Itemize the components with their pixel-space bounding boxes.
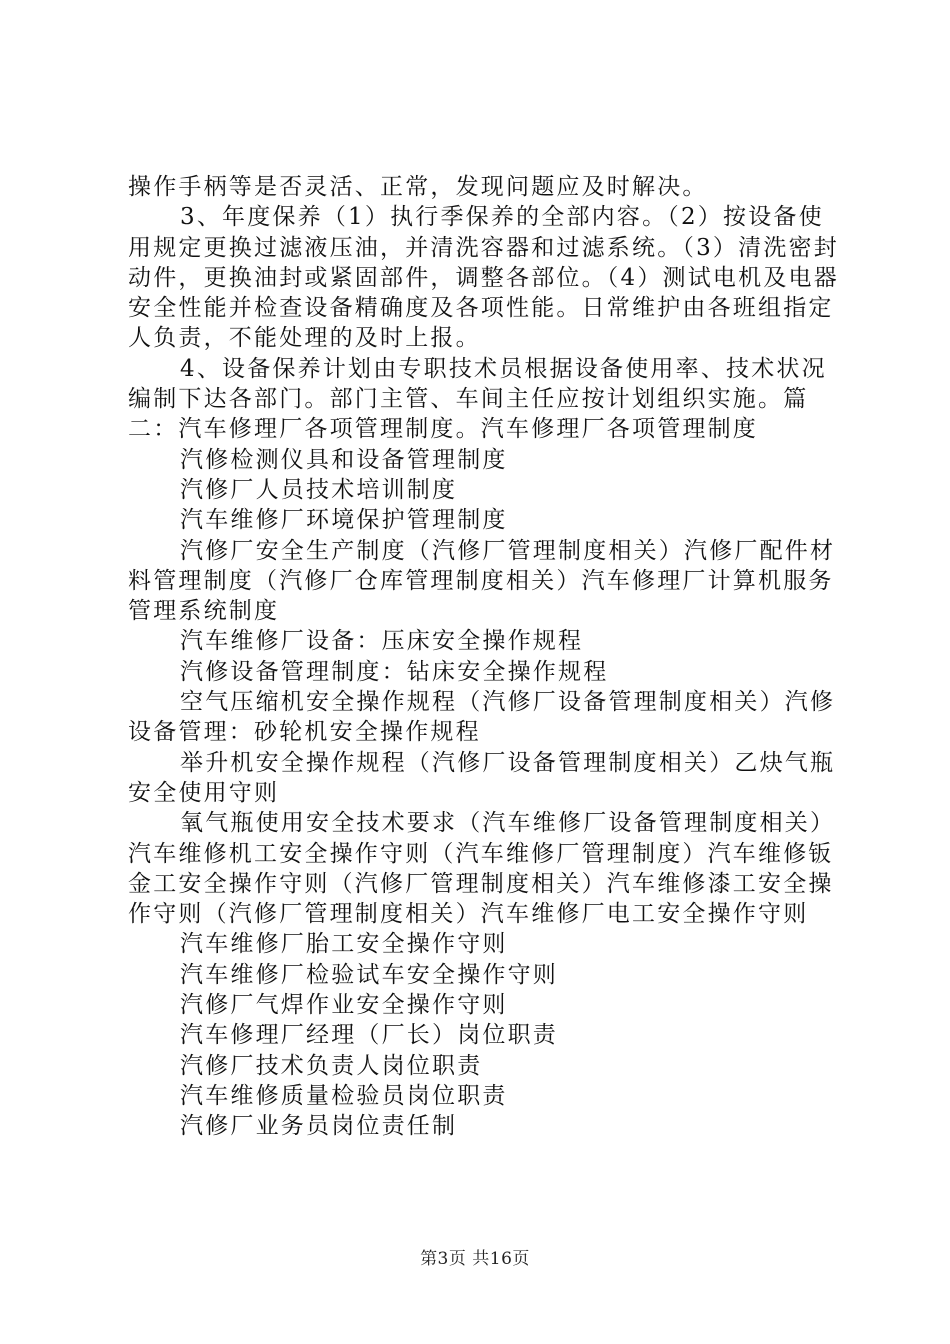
paragraph: 汽车维修厂检验试车安全操作守则 xyxy=(180,961,558,988)
paragraph: 氧气瓶使用安全技术要求（汽车维修厂设备管理制度相关）汽车维修机工安全操作守则（汽车维修厂管理制度）汽车维修钣金工安全操作守则（汽修厂管理制度相关）汽车维修漆工安全操作守则（汽修厂管理制度相关）汽车维修厂电工安全操作守则 xyxy=(128,810,836,928)
paragraph: 汽修厂安全生产制度（汽修厂管理制度相关）汽修厂配件材料管理制度（汽修厂仓库管理制度相关）汽车修理厂计算机服务管理系统制度 xyxy=(128,537,836,625)
paragraph: 汽车维修厂环境保护管理制度 xyxy=(180,507,508,534)
page-number-footer: 第3页 共16页 xyxy=(420,1249,530,1269)
paragraph: 汽车维修厂胎工安全操作守则 xyxy=(180,931,508,958)
paragraph: 汽车维修质量检验员岗位职责 xyxy=(180,1082,508,1109)
paragraph: 汽修检测仪具和设备管理制度 xyxy=(180,446,508,473)
paragraph: 3、年度保养（1）执行季保养的全部内容。（2）按设备使用规定更换过滤液压油，并清洗容器和过滤系统。（3）清洗密封动件，更换油封或紧固部件，调整各部位。（4）测试电机及电器安全性能并检查设备精确度及各项性能。日常维护由各班组指定人负责，不能处理的及时上报。 xyxy=(128,204,839,352)
paragraph: 操作手柄等是否灵活、正常，发现问题应及时解决。 xyxy=(128,174,708,200)
paragraph: 空气压缩机安全操作规程（汽修厂设备管理制度相关）汽修设备管理：砂轮机安全操作规程 xyxy=(128,689,836,746)
paragraph: 举升机安全操作规程（汽修厂设备管理制度相关）乙炔气瓶安全使用守则 xyxy=(128,749,836,806)
paragraph: 汽修厂业务员岗位责任制 xyxy=(180,1113,458,1140)
paragraph: 汽修厂人员技术培训制度 xyxy=(180,476,458,503)
document-body xyxy=(128,172,840,1142)
paragraph: 汽修厂技术负责人岗位职责 xyxy=(180,1052,483,1079)
paragraph: 汽修厂气焊作业安全操作守则 xyxy=(180,992,508,1019)
paragraph: 汽车修理厂经理（厂长）岗位职责 xyxy=(180,1022,558,1049)
paragraph: 4、设备保养计划由专职技术员根据设备使用率、技术状况编制下达各部门。部门主管、车间主任应按计划组织实施。篇二：汽车修理厂各项管理制度。汽车修理厂各项管理制度 xyxy=(128,355,827,443)
paragraph: 汽修设备管理制度：钻床安全操作规程 xyxy=(180,658,609,685)
paragraph: 汽车维修厂设备：压床安全操作规程 xyxy=(180,628,584,655)
